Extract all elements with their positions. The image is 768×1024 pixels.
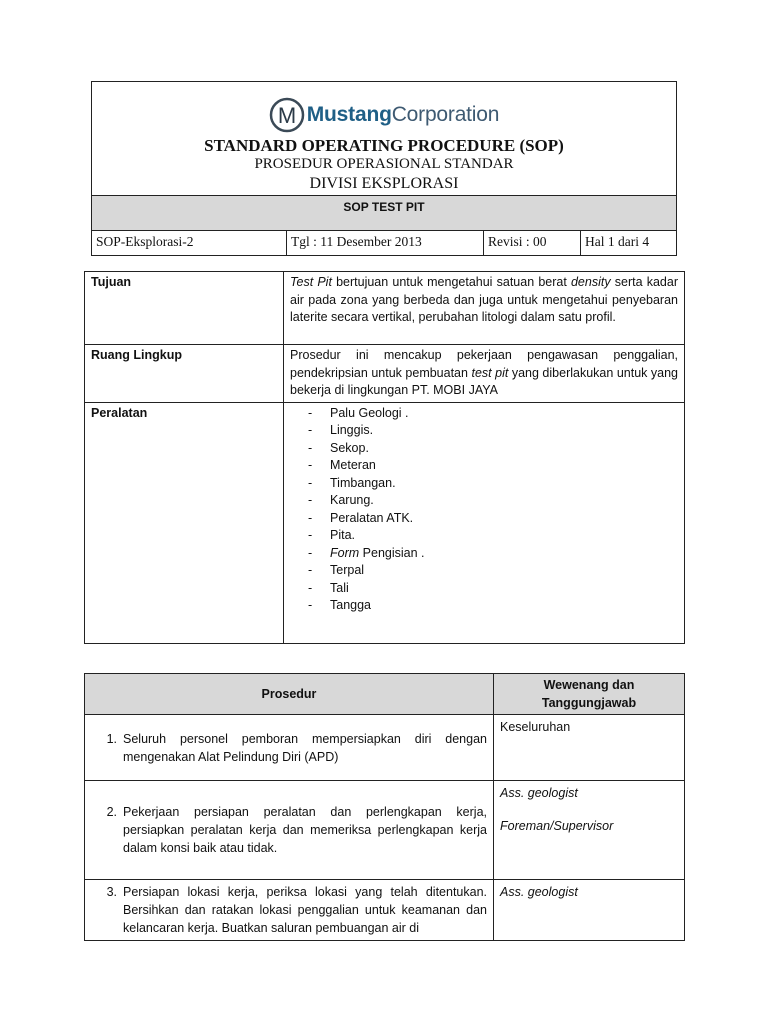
doc-code: SOP-Eksplorasi-2 xyxy=(92,230,287,256)
document-subtitle: PROSEDUR OPERASIONAL STANDAR xyxy=(254,156,514,172)
sop-info-table xyxy=(84,271,685,644)
company-logo xyxy=(92,96,676,134)
document-title: STANDARD OPERATING PROCEDURE (SOP) xyxy=(204,136,564,155)
list-item: - Peralatan ATK. xyxy=(308,510,414,525)
step-1-text: 1. Seluruh personel pemboran mempersiapkan diri dengan mengenakan Alat Pelindung Diri (APD) xyxy=(85,715,494,781)
step-3-role: Ass. geologist xyxy=(494,880,685,941)
doc-revision: Revisi : 00 xyxy=(484,230,581,256)
list-item: - Linggis. xyxy=(308,423,374,437)
list-item: - Palu Geologi . xyxy=(308,405,409,420)
col-prosedur-header: Prosedur xyxy=(85,674,494,715)
logo-brand-bold: Mustang xyxy=(306,103,392,126)
sop-header xyxy=(91,81,677,256)
list-item: - Pita. xyxy=(308,528,356,542)
step-1-role: Keseluruhan xyxy=(494,715,685,781)
list-item: - Tali xyxy=(308,580,349,595)
procedure-table xyxy=(84,673,685,941)
doc-date: Tgl : 11 Desember 2013 xyxy=(287,230,484,256)
step-2-text: 2. Pekerjaan persiapan peralatan dan perlengkapan kerja, persiapkan peralatan kerja dan memeriksa perlengkapan kerja dalam konsi baik atau tidak. xyxy=(85,781,494,880)
division-name: DIVISI EKSPLORASI xyxy=(309,175,459,192)
logo-brand-light: Corporation xyxy=(391,103,500,126)
ruang-lingkup-text: Prosedur ini mencakup pekerjaan pengawasan penggalian, pendekripsian untuk pembuatan test pit yang diberlakukan untuk yang bekerja di lingkungan PT. MOBI JAYA xyxy=(284,345,685,403)
doc-page: Hal 1 dari 4 xyxy=(585,234,650,249)
peralatan-list-cell xyxy=(284,402,685,643)
tujuan-label: Tujuan xyxy=(85,272,284,345)
list-item: - Form Pengisian . xyxy=(308,545,425,560)
list-item: - Sekop. xyxy=(308,440,369,455)
list-item: - Terpal xyxy=(308,563,365,577)
table-row xyxy=(85,402,685,643)
list-item: - Timbangan. xyxy=(308,475,396,490)
tujuan-text: Test Pit bertujuan untuk mengetahui satuan berat density serta kadar air pada zona yang berbeda dan juga untuk mengetahui penyebaran laterite secara vertikal, perubahan litologi dalam satu profil. xyxy=(284,272,685,345)
table-row xyxy=(85,715,685,781)
table-row xyxy=(85,272,685,345)
table-header-row xyxy=(85,674,685,715)
col-wewenang-header: Wewenang dan Tanggungjawab xyxy=(494,674,685,715)
table-row xyxy=(85,880,685,941)
sop-name-bar xyxy=(92,195,676,231)
peralatan-label: Peralatan xyxy=(85,402,284,643)
document-info-row xyxy=(92,230,676,256)
step-2-role: Ass. geologist Foreman/Supervisor xyxy=(494,781,685,880)
sop-name: SOP TEST PIT xyxy=(343,200,425,214)
ruang-lingkup-label: Ruang Lingkup xyxy=(85,345,284,403)
table-row xyxy=(85,781,685,880)
list-item: - Karung. xyxy=(308,493,374,507)
list-item: - Meteran xyxy=(308,458,376,472)
table-row xyxy=(85,345,685,403)
step-3-text: 3. Persiapan lokasi kerja, periksa lokasi yang telah ditentukan. Bersihkan dan ratakan lokasi penggalian untuk keamanan dan kelancaran kerja. Buatkan saluran pembuangan air di xyxy=(85,880,494,941)
equipment-list xyxy=(290,405,678,615)
mustang-logo-icon xyxy=(269,97,305,133)
list-item: - Tangga xyxy=(308,598,372,612)
svg-text:M: M xyxy=(277,103,296,128)
